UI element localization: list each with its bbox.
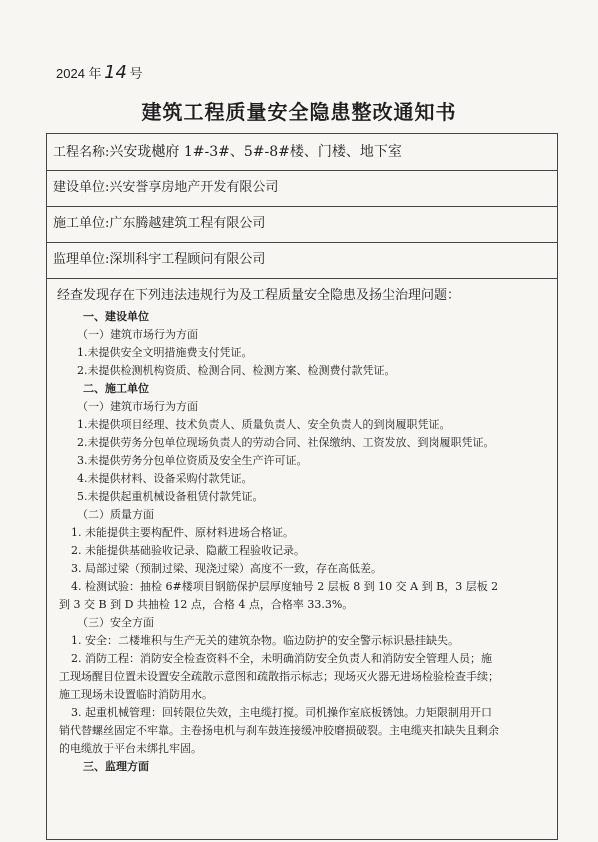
supervisor-value: 深圳科宇工程顾问有限公司 [109,252,266,267]
section-heading: 一、建设单位 [83,310,149,323]
project-name-row [47,134,557,171]
subsection-heading: （三）安全方面 [77,616,154,629]
developer-row [47,170,557,207]
list-item: 2. 未能提供基础验收记录、隐蔽工程验收记录。 [71,544,305,557]
intro-text: 经查发现存在下列违法违规行为及工程质量安全隐患及扬尘治理问题： [57,288,461,303]
section-heading: 二、施工单位 [83,382,149,395]
list-item: 1. 未能提供主要构配件、原材料进场合格证。 [71,526,294,539]
notice-form [46,133,558,840]
list-item: 2. 消防工程：消防安全检查资料不全，未明确消防安全负责人和消防安全管理人员；施 [71,652,492,665]
supervisor-label: 监理单位: [53,252,110,267]
list-item-continued: 销代替螺丝固定不牢靠。主卷扬电机与刹车鼓连接缓冲胶磨损破裂。主电缆夹扣缺失且剩余 [59,724,499,737]
list-item: 3. 局部过梁（预制过梁、现浇过梁）高度不一致，存在高低差。 [71,562,382,575]
handwritten-number: 14 [104,62,127,83]
subsection-heading: （一）建筑市场行为方面 [77,400,198,413]
contractor-row [47,206,557,243]
list-item: 1. 安全：二楼堆积与生产无关的建筑杂物。临边防护的安全警示标识悬挂缺失。 [71,634,459,647]
project-name-label: 工程名称: [53,145,110,160]
notice-number [56,62,143,83]
list-item: 4. 检测试验：抽检 6#楼项目钢筋保护层厚度轴号 2 层板 8 到 10 交 A 到 B，3 层板 2 [71,580,499,593]
list-item: 2.未提供劳务分包单位现场负责人的劳动合同、社保缴纳、工资发放、到岗履职凭证。 [77,436,495,449]
list-item-continued: 的电缆放于平台未绑扎牢固。 [59,742,202,755]
contractor-value: 广东腾越建筑工程有限公司 [109,216,266,231]
subsection-heading: （二）质量方面 [77,508,154,521]
list-item-continued: 到 3 交 B 到 D 共抽检 12 点，合格 4 点，合格率 33.3%。 [59,598,354,611]
section-heading: 三、监理方面 [83,760,149,773]
list-item: 5.未提供起重机械设备租赁付款凭证。 [77,490,264,503]
year-prefix: 2024 年 [56,66,102,81]
list-item: 1.未提供项目经理、技术负责人、质量负责人、安全负责人的到岗履职凭证。 [77,418,451,431]
contractor-label: 施工单位: [53,216,110,231]
list-item: 3. 起重机械管理：回转限位失效，主电缆打搅。司机操作室底板锈蚀。力矩限制用开口 [71,706,492,719]
list-item-continued: 施工现场未设置临时消防用水。 [59,688,213,701]
issues-body [47,278,557,839]
list-item-continued: 工现场醒目位置未设置安全疏散示意图和疏散指示标志；现场灭火器无进场检验检查手续； [59,670,499,683]
project-name-value: 兴安珑樾府 1#-3#、5#-8#楼、门楼、地下室 [109,144,402,160]
list-item: 1.未提供安全文明措施费支付凭证。 [77,346,253,359]
list-item: 2.未提供检测机构资质、检测合同、检测方案、检测费付款凭证。 [77,364,396,377]
developer-label: 建设单位: [53,180,110,195]
number-suffix: 号 [129,66,143,81]
list-item: 4.未提供材料、设备采购付款凭证。 [77,472,253,485]
list-item: 3.未提供劳务分包单位资质及安全生产许可证。 [77,454,308,467]
document-title: 建筑工程质量安全隐患整改通知书 [141,100,457,124]
developer-value: 兴安誉享房地产开发有限公司 [109,180,279,195]
supervisor-row [47,242,557,279]
subsection-heading: （一）建筑市场行为方面 [77,328,198,341]
